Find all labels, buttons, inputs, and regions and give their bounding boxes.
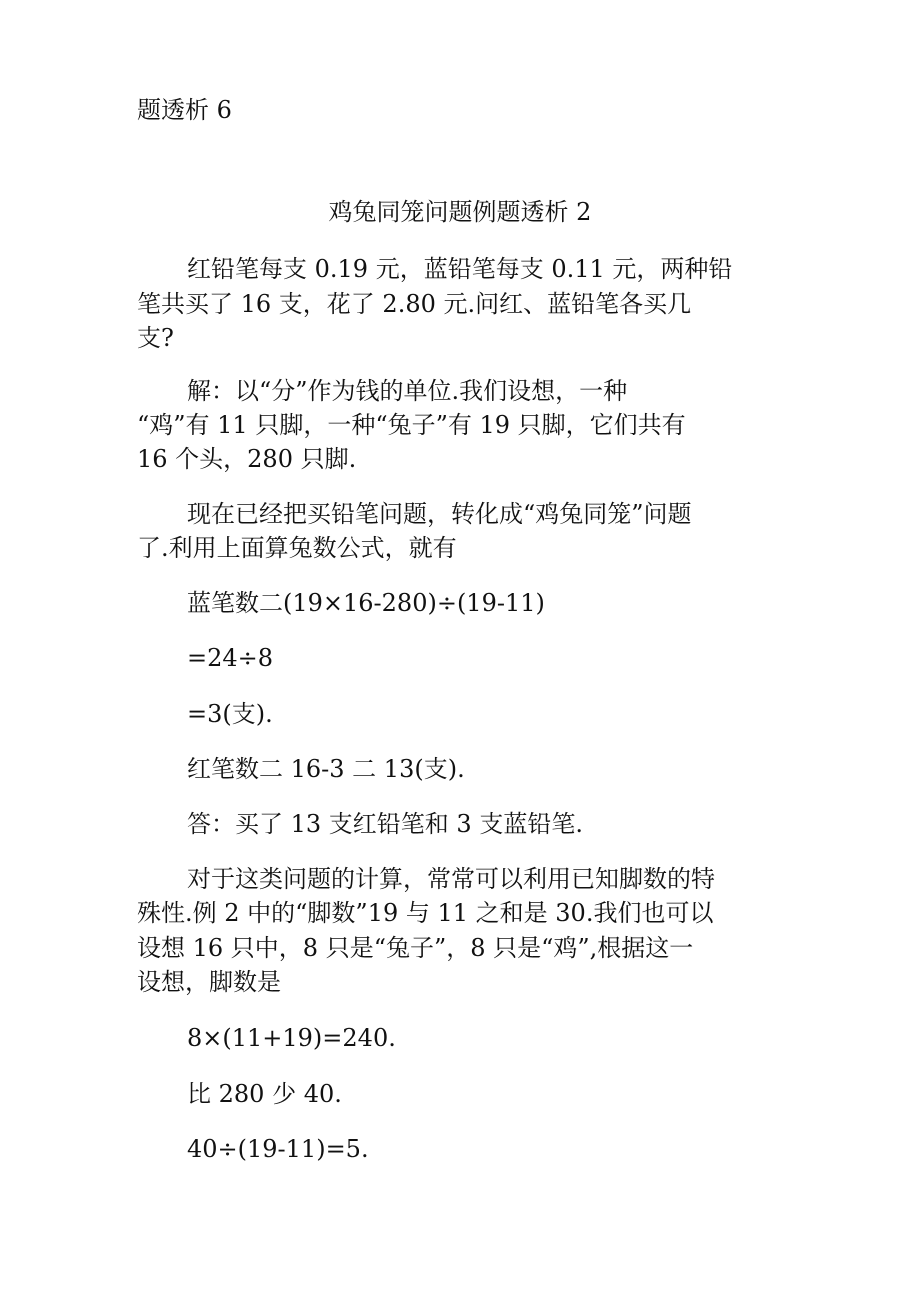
- calc-step-3: =3(支).: [187, 700, 273, 728]
- document-title: 鸡兔同笼问题例题透析 2: [328, 198, 592, 226]
- solution-line-2: “鸡”有 11 只脚，一种“兔子”有 19 只脚，它们共有: [137, 411, 686, 439]
- remark-line-2: 殊性.例 2 中的“脚数”19 与 11 之和是 30.我们也可以: [137, 899, 714, 927]
- solution-line-1: 解：以“分”作为钱的单位.我们设想，一种: [187, 377, 628, 405]
- solution-line-3: 16 个头，280 只脚.: [137, 445, 357, 473]
- running-header: 题透析 6: [137, 96, 232, 124]
- problem-line-1: 红铅笔每支 0.19 元，蓝铅笔每支 0.11 元，两种铅: [187, 255, 733, 283]
- remark-line-3: 设想 16 只中，8 只是“兔子”，8 只是“鸡”,根据这一: [137, 934, 694, 962]
- compare-line: 比 280 少 40.: [187, 1080, 342, 1108]
- problem-line-2: 笔共买了 16 支，花了 2.80 元.问红、蓝铅笔各买几: [137, 290, 692, 318]
- calc-blue: 蓝笔数二(19×16-280)÷(19-11): [187, 589, 545, 617]
- remark-line-4: 设想，脚数是: [137, 968, 281, 996]
- problem-line-3: 支?: [137, 324, 174, 352]
- transform-line-2: 了.利用上面算兔数公式，就有: [137, 534, 457, 562]
- calc-red: 红笔数二 16-3 二 13(支).: [187, 755, 465, 783]
- calc-step-2: =24÷8: [187, 644, 274, 672]
- calc-feet: 8×(11+19)=240.: [187, 1024, 396, 1052]
- answer-line: 答：买了 13 支红铅笔和 3 支蓝铅笔.: [187, 810, 583, 838]
- calc-last: 40÷(19-11)=5.: [187, 1135, 369, 1163]
- transform-line-1: 现在已经把买铅笔问题，转化成“鸡兔同笼”问题: [187, 500, 692, 528]
- remark-line-1: 对于这类问题的计算，常常可以利用已知脚数的特: [187, 865, 715, 893]
